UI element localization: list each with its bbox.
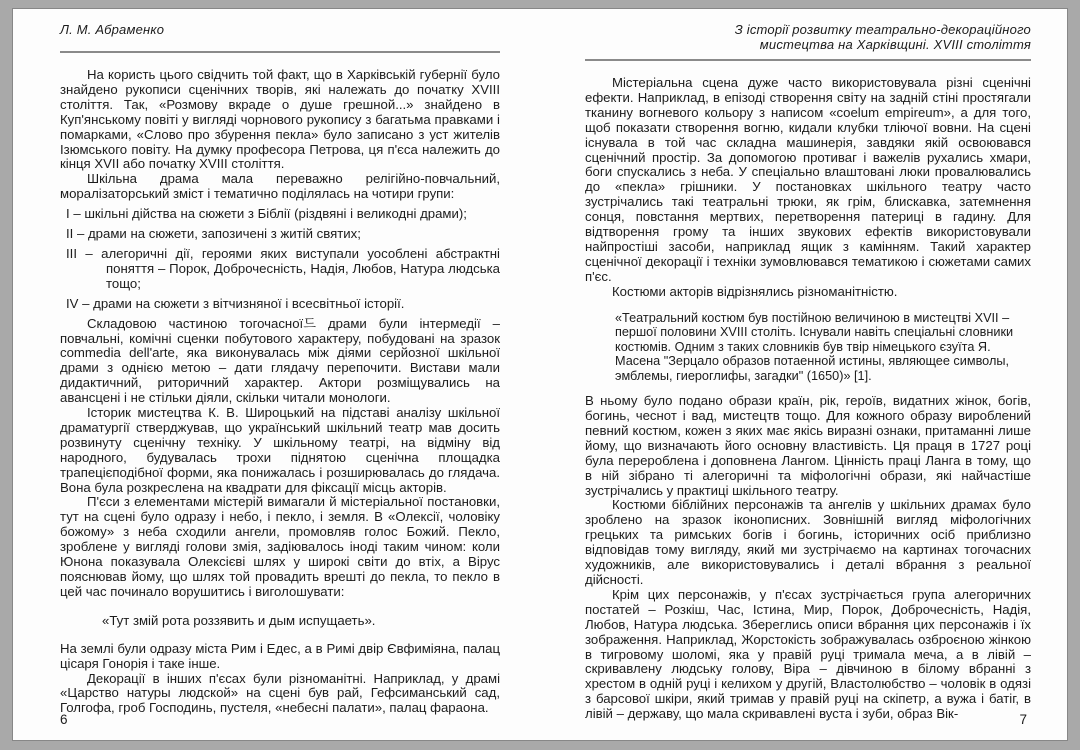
list-item: I – шкільні дійства на сюжети з Біблії (різдвяні і великодні драми); (66, 206, 467, 222)
running-header-title (585, 22, 1031, 52)
running-header-title-line1: З історії розвитку театрально-декораційного (734, 22, 1031, 37)
right-page-body (585, 76, 1031, 722)
paragraph: Шкільна драма мала переважно релігійно-повчальний, моралізаторський зміст і тематично поділялась на чотири групи: (60, 171, 500, 202)
page-right (540, 9, 1067, 740)
paragraph: Містеріальна сцена дуже часто використовувала різні сценічні ефекти. Наприклад, в епізоді створення світу на задній стіні простягали тканину вогневого кольору з написом «coelum empireum», а для того, щоб показати створення вогню, кидали клубки тліючої вовни. На сцені існувала в той час складна машинерія, завдяки якій освоювався сценічний простір. За допомогою противаг і важелів рухались хмари, боги спускались з неба. У спеціально влаштовані люки провалювались до «пекла» грішники. У постановках шкільного театру часто зустрічались такі театральні трюки, як грім, блискавка, затемнення сонця, повстання мертвих, перетворення патериці в гадину. Для відтворення грому та інших звукових ефектів використовували найпростіші засоби, наприклад ящик з камінням. Такий характер сценічної декорації і техніки зумовлювався тематикою і сюжетами самих п'єс. (585, 75, 1031, 284)
list-item: II – драми на сюжети, запозичені з житій святих; (66, 226, 361, 242)
left-page-body (60, 68, 500, 716)
list-item: III – алегоричні дії, героями яких виступали уособлені абстрактні поняття – Порок, Доброчесність, Надія, Любов, Натура людська тощо; (66, 245, 500, 291)
paragraph: Складовою частиною тогочасної드 драми були інтермедії – повчальні, комічні сценки побутового характеру, побудовані на зразок commedia dell'arte, яка виконувалась між діями серйозної шкільної драми з однією метою – дати глядачу перепочити. Вистави мали дидактичний, риторичний характер. Актори розміщувались на авансцені і не стільки діяли, скільки читали монологи. (60, 315, 500, 406)
paragraph: Історик мистецтва К. В. Широцький на підставі аналізу шкільної драматургії стверджував, що український шкільний театр мав досить розвинуту сценічну техніку. У шкільному театрі, на відміну від народного, будувалась трохи піднятою сценічна площадка трапецієподібної форми, яка понижалась і розширювалась до глядача. Вона була розкреслена на квадрати для фіксації місць акторів. (60, 405, 500, 495)
paragraph: П'єси з елементами містерій вимагали й містеріальної постановки, тут на сцені було одразу і небо, і пекло, і земля. В «Олексії, чоловіку божому» з неба сходили ангели, промовляв голос Божий. Пекло, зроблене у вигляді голови змія, задіювалось іноді таким чином: коли Юнона показувала Олексієві шлях у широкі світи до втіх, а Вірус пояснював йому, що шлях той провадить врешті до пекла, то пекло в цей час починало ворушитись і виголошувати: (60, 494, 500, 599)
header-rule (585, 59, 1031, 61)
page-number-right: 7 (1019, 712, 1027, 727)
paragraph: На користь цього свідчить той факт, що в Харківській губернії було знайдено рукописи сценічних творів, які належать до початку XVIII століття. Так, «Розмову вкраде о душе грешной...» знайдено в Куп'янському повіті у вигляді чорнового рукопису з багатьма правками і помарками, «Слово про збурення пекла» було записано з уст жителів Ізюмського повіту. На думку професора Петрова, ця п'єса належить до кінця XVII або початку XVIII століття. (60, 67, 500, 172)
block-quote: «Театральний костюм був постійною величиною в мистецтві XVII – першої половини XVIII століть. Існували навіть спеціальні словники костюмів. Одним з таких словників був твір німецького єзуїта Я. Масена "Зерцало образов потаенной истины, являющее символы, эмблемы, гиероглифы, загадки" (1650)» [1]. (615, 310, 1014, 383)
paragraph: Костюми біблійних персонажів та ангелів у шкільних драмах було зроблено на зразок іконописних. Зовнішній вигляд міфологічних грецьких та римських богів і богинь, історичних осіб приблизно відповідав тому вигляду, який ми зустрічаємо на картинах тогочасних художників, але використовувались і деталі вбрання з реальної дійсності. (585, 497, 1031, 587)
running-header-title-line2: мистецтва на Харківщині. XVIII століття (759, 37, 1031, 52)
right-page-header (585, 22, 1031, 61)
book-spread (12, 8, 1068, 741)
paragraph: Костюми акторів відрізнялись різноманітністю. (612, 283, 898, 299)
paragraph: Крім цих персонажів, у п'єсах зустрічається група алегоричних постатей – Розкіш, Час, Істина, Мир, Порок, Доброчесність, Надія, Любов, Натура людська. Збереглись описи вбрання цих персонажів і їх зображення. Наприклад, Жорстокість зображувалась озброєною жінкою в тигровому шоломі, яка у правій руці тримала меча, а в лівій – скривавлену людську голову, Віра – дівчиною в білому вбранні з хрестом в одній руці і келихом у другій, Властолюбство – чоловік в одязі з барсової шкіри, який тримав у правій руці на скіпетр, а вужа і батіг, в лівій – державу, що мала скривавлені вуста і зуби, образ Вік- (585, 586, 1031, 722)
paragraph: На землі були одразу міста Рим і Едес, а в Римі двір Євфиміяна, палац цісаря Гонорія і таке інше. (60, 640, 500, 671)
verse-quote: «Тут змій рота роззявить и дым испущаеть». (102, 612, 376, 628)
paragraph: Декорації в інших п'єсах були різноманітні. Наприклад, у драмі «Царство натуры людской» на сцені був рай, Гефсиманський сад, Голгофа, гроб Господинь, пустеля, «небесні палати», палац фараона. (60, 670, 500, 716)
list-item: IV – драми на сюжети з вітчизняної і всесвітньої історії. (66, 295, 405, 311)
page-left (13, 9, 540, 740)
header-rule (60, 51, 500, 53)
page-number-left: 6 (60, 712, 68, 727)
paragraph: В ньому було подано образи країн, рік, героїв, видатних жінок, богів, богинь, чеснот і вад, мистецтв тощо. Для кожного образу вироблений певний костюм, кожен з яких має якісь виразні ознаки, притаманні лише йому, що визначають його основну властивість. Ця праця в 1727 році була перероблена і доповнена Лангом. Цінність праці Ланга в тому, що в ній зібрано ті алегоричні та міфологічні образи, які найчастіше зустрічались у практиці шкільного театру. (585, 393, 1031, 498)
left-page-header (60, 22, 500, 53)
running-header-author: Л. М. Абраменко (60, 22, 165, 37)
